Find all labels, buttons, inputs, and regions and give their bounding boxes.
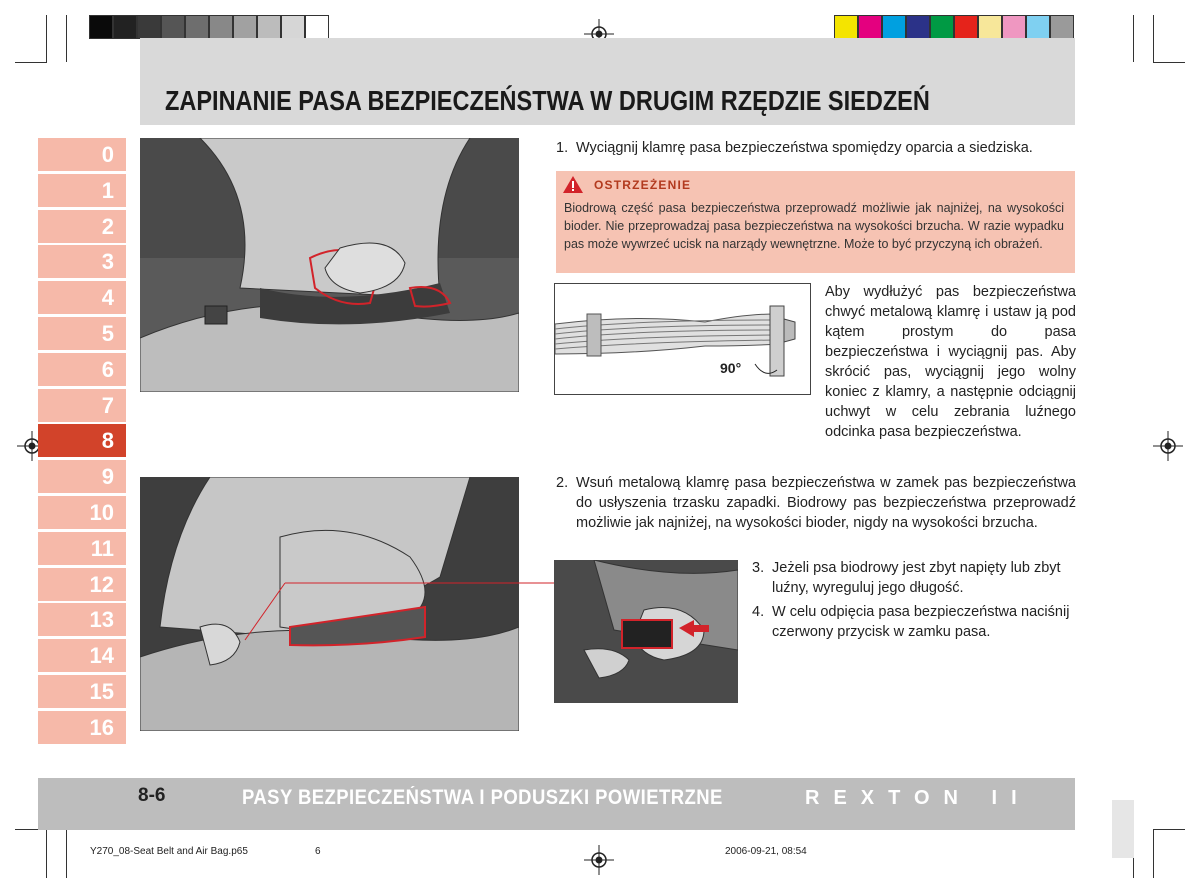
crop-mark [15,62,47,63]
photo-pull-buckle [140,138,519,392]
color-swatch [954,15,978,39]
chapter-tab-16[interactable]: 16 [38,711,126,744]
color-swatch [137,15,161,39]
page-number: 8-6 [138,785,166,806]
color-swatch [834,15,858,39]
warning-icon [562,175,584,194]
chapter-tab-8[interactable]: 8 [38,424,126,457]
page-title: ZAPINANIE PASA BEZPIECZEŃSTWA W DRUGIM RZĘDZIE SIEDZEŃ [165,85,930,116]
chapter-tab-0[interactable]: 0 [38,138,126,171]
registration-mark-icon [584,845,614,875]
color-swatch [305,15,329,39]
belt-buckle-illustration [555,284,810,394]
crop-mark [46,15,47,62]
chapter-tab-6[interactable]: 6 [38,353,126,386]
print-file-name: Y270_08-Seat Belt and Air Bag.p65 [90,846,248,857]
color-swatch [209,15,233,39]
color-swatch [185,15,209,39]
chapter-tab-13[interactable]: 13 [38,603,126,636]
warning-title: OSTRZEŻENIE [594,178,692,192]
warning-text: Biodrową część pasa bezpieczeństwa przeprowadź możliwie jak najniżej, na wysokości bioder. Nie przeprowadzaj pasa bezpieczeństwa na wysokości brzucha. W razie wypadku pas może wywrzeć ucisk na narządy wewnętrzne. Może to być przyczyną ich obrażeń. [564,201,1064,251]
chapter-tab-2[interactable]: 2 [38,210,126,243]
chapter-tabs [38,138,126,747]
color-swatch [257,15,281,39]
crop-mark [46,830,47,878]
color-swatch [113,15,137,39]
chapter-tab-15[interactable]: 15 [38,675,126,708]
color-swatch [930,15,954,39]
chapter-tab-11[interactable]: 11 [38,532,126,565]
color-swatch [1002,15,1026,39]
chapter-tab-12[interactable]: 12 [38,568,126,601]
adjust-text: Aby wydłużyć pas bezpieczeństwa chwyć metalową klamrę i ustaw ją pod kątem prostym do pasa bezpieczeństwa i wyciągnij pas. Aby skrócić pas, wyciągnij jego wolny koniec z klamry, a następnie odciągnij uchwyt w celu zebrania luźnego odcinka pasa bezpieczeństwa. [825,284,1076,440]
step-text: W celu odpięcia pasa bezpieczeństwa naciśnij czerwony przycisk w zamku pasa. [772,604,1070,640]
warning-box [556,171,1075,273]
color-swatch [906,15,930,39]
crop-mark [1153,62,1185,63]
chapter-tab-10[interactable]: 10 [38,496,126,529]
step-4 [752,602,1076,642]
color-swatch [1026,15,1050,39]
color-swatch [978,15,1002,39]
color-swatch [281,15,305,39]
footer-title: PASY BEZPIECZEŃSTWA I PODUSZKI POWIETRZNE [242,786,723,809]
crop-mark [66,830,67,878]
crop-mark [1153,830,1154,878]
step-text: Wyciągnij klamrę pasa bezpieczeństwa spomiędzy oparcia a siedziska. [576,140,1033,156]
crop-mark [1133,15,1134,62]
step-number: 2. [556,475,569,491]
chapter-tab-14[interactable]: 14 [38,639,126,672]
gray-color-bar [89,15,329,39]
step-3 [752,558,1076,598]
color-swatch [882,15,906,39]
color-swatch [858,15,882,39]
step-2 [556,473,1076,533]
belt-adjust-image [554,283,811,395]
chapter-tab-5[interactable]: 5 [38,317,126,350]
step-number: 1. [556,140,569,156]
step-number: 3. [752,560,765,576]
chapter-tab-4[interactable]: 4 [38,281,126,314]
chapter-tab-3[interactable]: 3 [38,245,126,278]
color-swatch [89,15,113,39]
color-swatch [1050,15,1074,39]
release-button-illustration [554,560,738,703]
chapter-tab-7[interactable]: 7 [38,389,126,422]
step-text: Wsuń metalową klamrę pasa bezpieczeństwa w zamek pas bezpieczeństwa do usłyszenia trzasku zapadki. Biodrowy pas bezpieczeństwa przeprowadź możliwie jak najniżej, na wysokości bioder, nigdy na wysokości brzucha. [576,475,1076,531]
cmyk-color-bar [834,15,1074,39]
crop-mark [1153,15,1154,62]
registration-mark-icon [1153,431,1183,461]
rexton-logo: REXTON II [805,787,1031,809]
step-number: 4. [752,604,765,620]
person-seat-illustration [140,138,519,392]
color-swatch [161,15,185,39]
chapter-tab-1[interactable]: 1 [38,174,126,207]
gray-block [1112,800,1134,858]
crop-mark [1153,829,1185,830]
crop-mark [66,15,67,62]
print-date: 2006-09-21, 08:54 [725,846,807,857]
chapter-tab-9[interactable]: 9 [38,460,126,493]
color-swatch [233,15,257,39]
step-1 [556,138,1076,158]
leader-line [230,575,560,645]
step-text: Jeżeli psa biodrowy jest zbyt napięty lub zbyt luźny, wyreguluj jego długość. [772,560,1061,596]
angle-label: 90° [720,360,742,376]
photo-release-button [554,560,738,703]
print-page-number: 6 [315,846,321,857]
